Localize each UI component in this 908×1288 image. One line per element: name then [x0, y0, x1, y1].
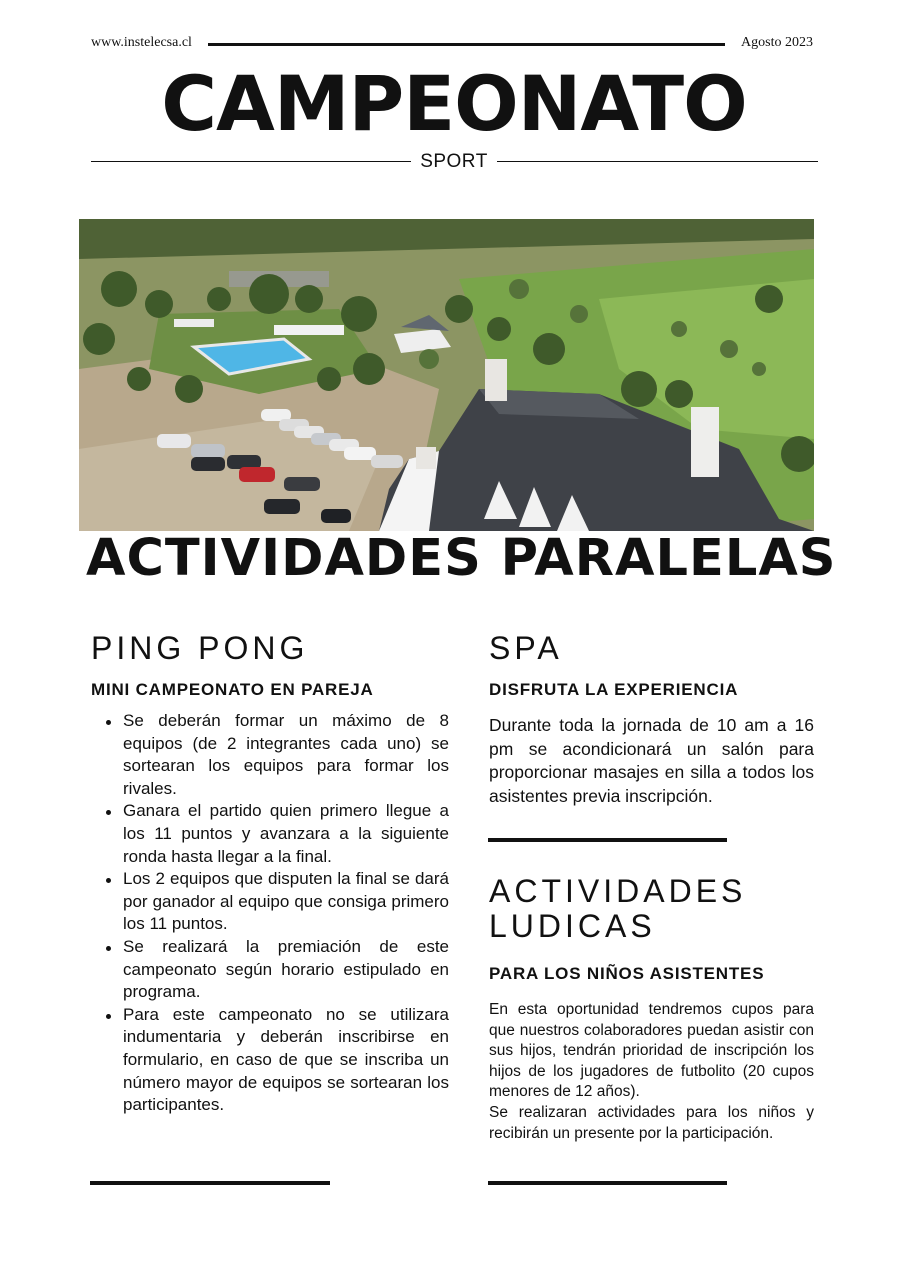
ludicas-paragraph-2: Se realizaran actividades para los niños y recibirán un presente por la participación. [489, 1103, 814, 1142]
ludicas-end-rule [488, 1181, 727, 1185]
ping-pong-subtitle: MINI CAMPEONATO EN PAREJA [91, 680, 374, 699]
ludicas-subtitle: PARA LOS NIÑOS ASISTENTES [489, 964, 765, 983]
subtitle-rule-right [497, 161, 818, 162]
venue-aerial-photo [79, 219, 814, 531]
ping-pong-end-rule [90, 1181, 330, 1185]
spa-subtitle: DISFRUTA LA EXPERIENCIA [489, 680, 739, 699]
ludicas-description [489, 1000, 814, 1144]
ludicas-paragraph-1: En esta oportunidad tendremos cupos para que nuestros colaboradores puedan asistir con sus hijos, tendrán prioridad de inscripción los hijos de los jugadores de futbolito (20 cupos menores de 12 años). [489, 1001, 814, 1101]
ping-pong-rules-list [91, 710, 449, 1117]
list-item: Los 2 equipos que disputen la final se dará por ganador al equipo que consiga primero los 11 puntos. [123, 868, 449, 936]
header-rule [208, 43, 725, 46]
ludicas-title-line2: LUDICAS [489, 908, 656, 944]
masthead-title: CAMPEONATO [161, 59, 747, 148]
section-heading: ACTIVIDADES PARALELAS [86, 529, 837, 588]
list-item: Para este campeonato no se utilizara indumentaria y deberán inscribirse en formulario, en caso de que se inscriba un número mayor de equipos se sortearan los participantes. [123, 1004, 449, 1117]
spa-description: Durante toda la jornada de 10 am a 16 pm se acondicionará un salón para proporcionar masajes en silla a todos los asistentes previa inscripción. [489, 715, 814, 806]
website-url: www.instelecsa.cl [91, 35, 192, 50]
spa-end-rule [488, 838, 727, 842]
list-item: Se deberán formar un máximo de 8 equipos (de 2 integrantes cada uno) se sortearan los equipos para formar los rivales. [123, 710, 449, 800]
issue-date: Agosto 2023 [741, 35, 813, 50]
masthead-subtitle: SPORT [420, 151, 488, 172]
spa-title: SPA [489, 630, 563, 666]
ludicas-title-line1: ACTIVIDADES [489, 873, 747, 909]
list-item: Se realizará la premiación de este campeonato según horario estipulado en programa. [123, 936, 449, 1004]
list-item: Ganara el partido quien primero llegue a los 11 puntos y avanzara a la siguiente ronda hasta llegar a la final. [123, 800, 449, 868]
ping-pong-title: PING PONG [91, 630, 309, 666]
